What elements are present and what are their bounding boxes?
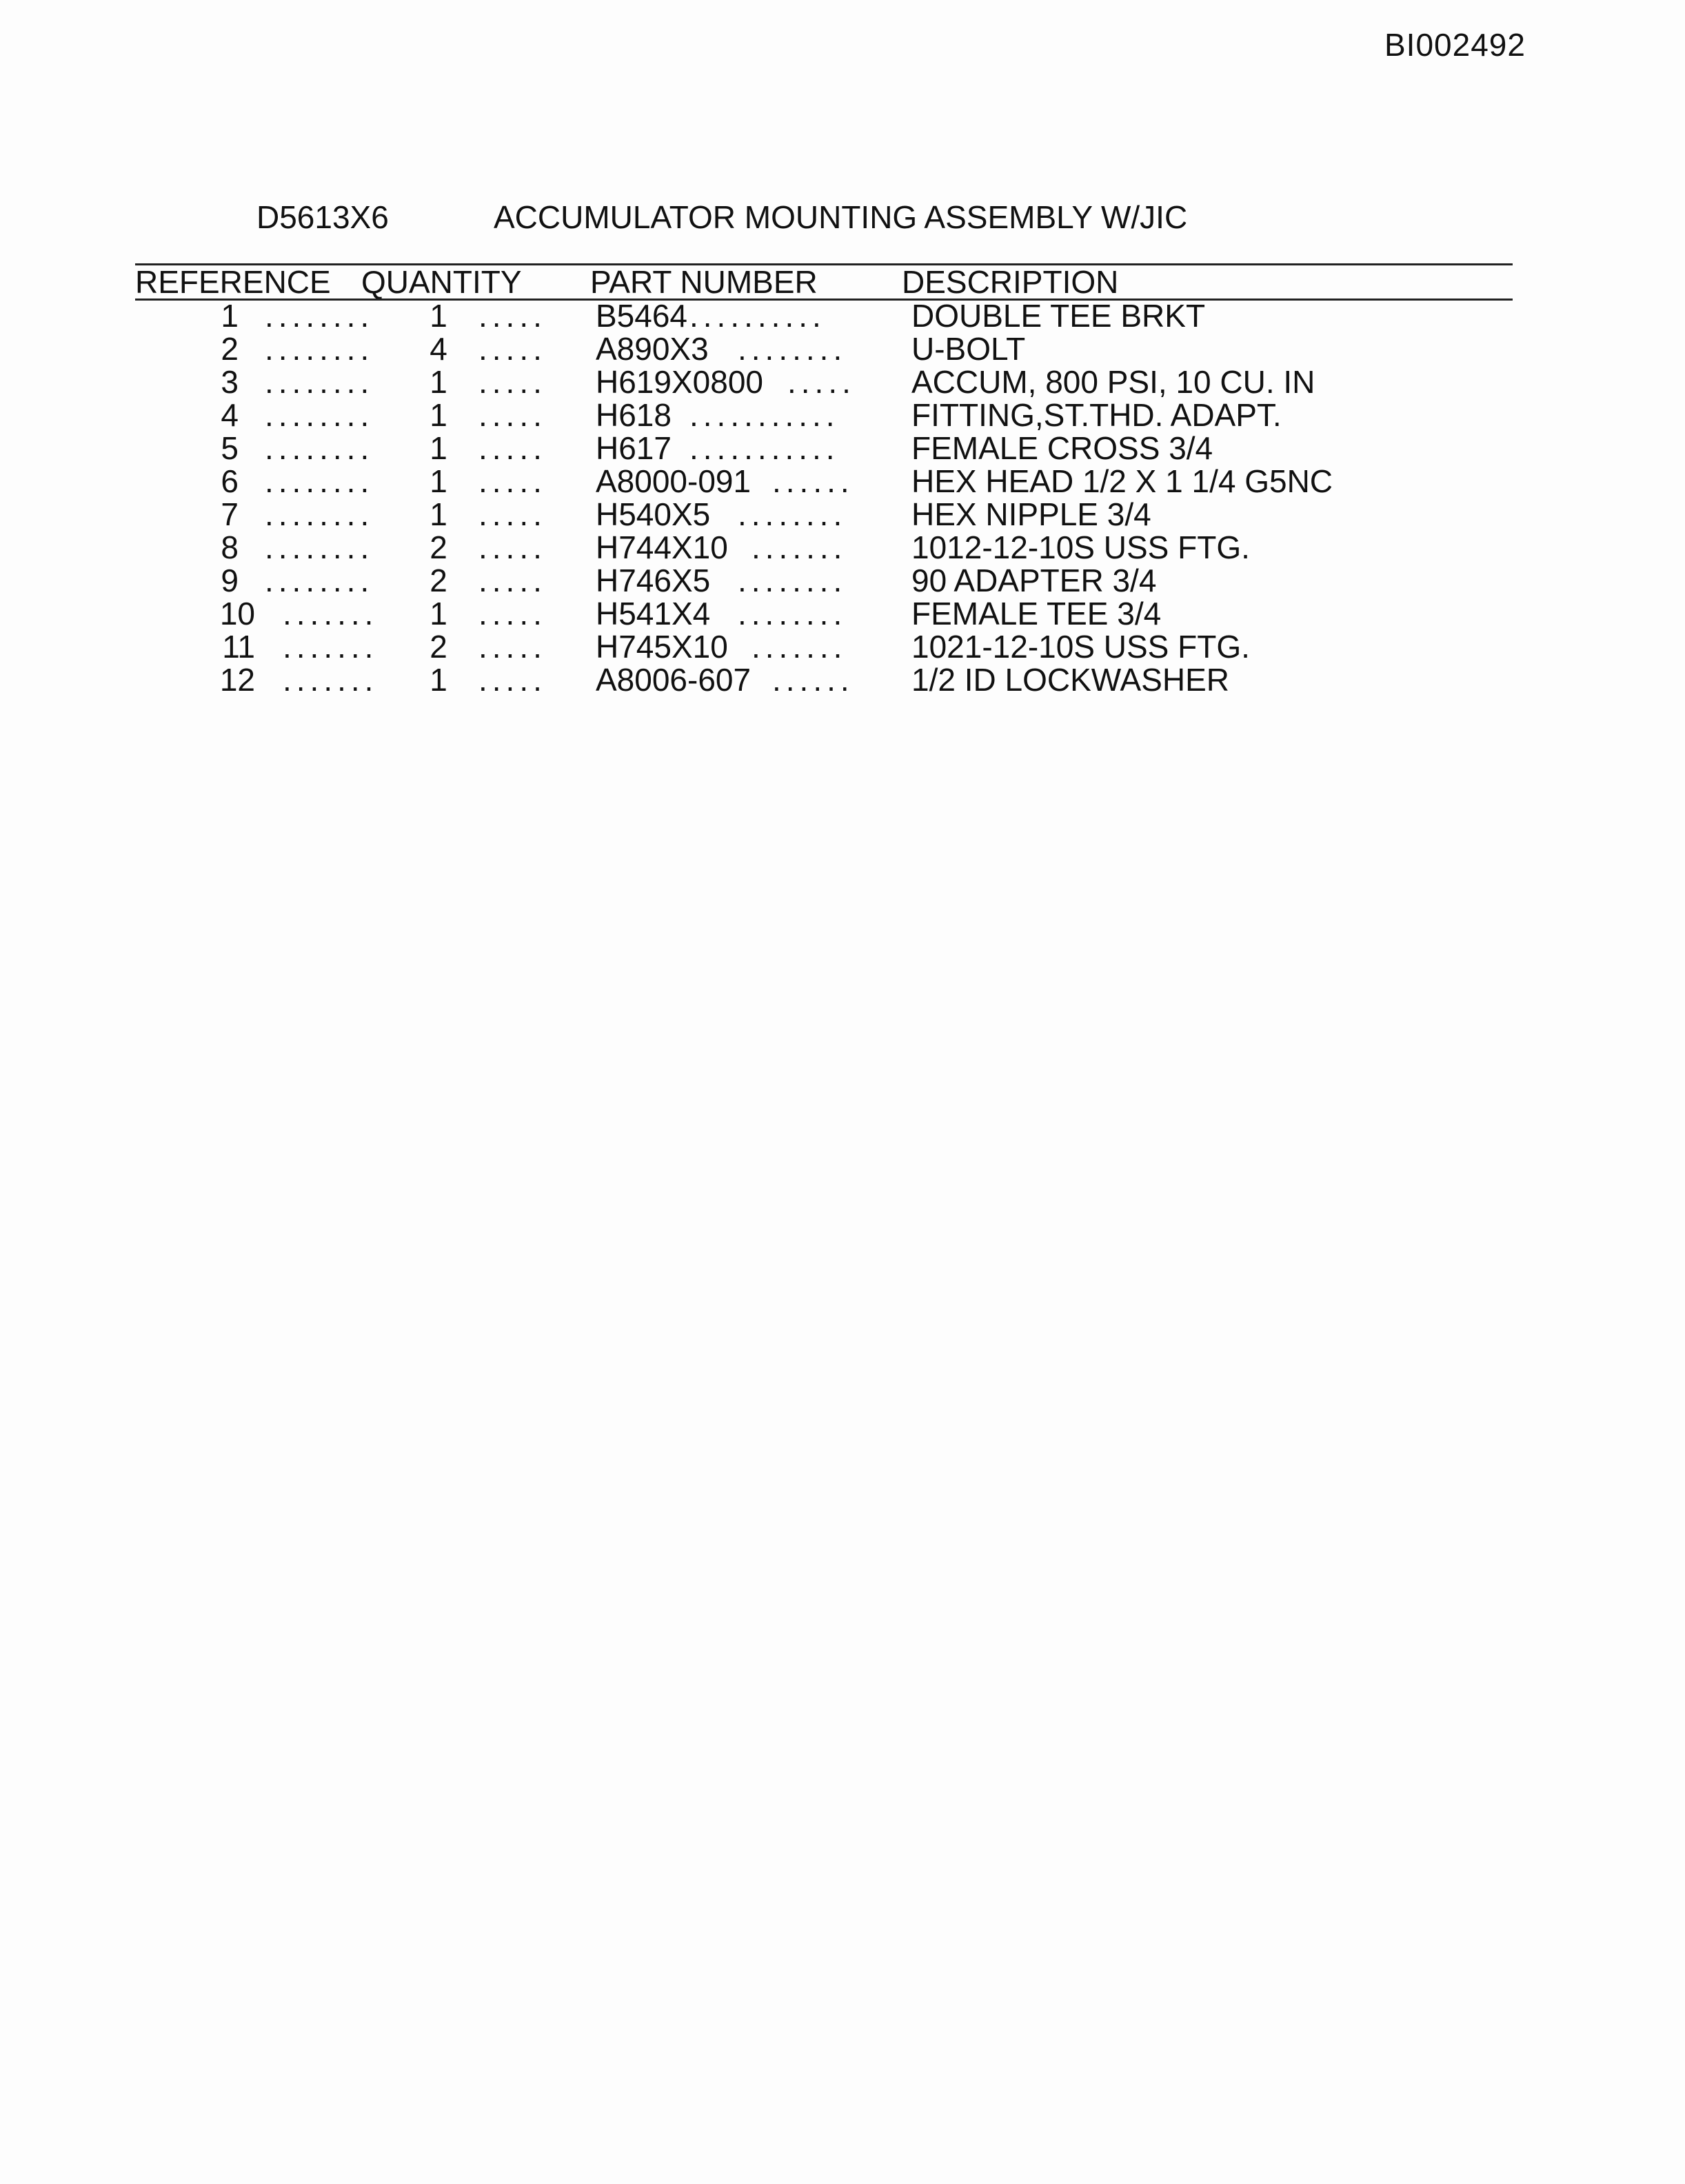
parts-row	[0, 498, 1685, 531]
column-header-quantity: QUANTITY	[361, 264, 522, 300]
reference-cell: 5	[221, 430, 239, 466]
leader-dots: .....	[478, 397, 547, 433]
description-cell: 1021-12-10S USS FTG.	[911, 629, 1250, 665]
leader-dots: ........	[738, 496, 847, 532]
leader-dots: .....	[478, 596, 547, 631]
leader-dots: ........	[738, 596, 847, 631]
leader-dots: .......	[751, 629, 847, 665]
reference-cell: 4	[221, 397, 239, 433]
parts-list	[0, 299, 1685, 696]
part-number-cell: H744X10	[596, 529, 728, 565]
document-id: BI002492	[1384, 27, 1526, 63]
leader-dots: .......	[283, 596, 379, 631]
part-number-cell: H746X5	[596, 563, 711, 598]
leader-dots: .....	[478, 430, 547, 466]
parts-row	[0, 531, 1685, 564]
leader-dots: ........	[265, 331, 374, 367]
leader-dots: ...........	[689, 397, 840, 433]
quantity-cell: 1	[430, 430, 447, 466]
leader-dots: .....	[478, 496, 547, 532]
leader-dots: ........	[265, 529, 374, 565]
quantity-cell: 1	[430, 397, 447, 433]
parts-row	[0, 465, 1685, 498]
leader-dots: .....	[478, 563, 547, 598]
quantity-cell: 1	[430, 463, 447, 499]
description-cell: FITTING,ST.THD. ADAPT.	[911, 397, 1282, 433]
reference-cell: 9	[221, 563, 239, 598]
part-number-cell: B5464	[596, 298, 688, 334]
quantity-cell: 4	[430, 331, 447, 367]
reference-cell: 8	[221, 529, 239, 565]
parts-row	[0, 663, 1685, 696]
quantity-cell: 1	[430, 364, 447, 400]
leader-dots: .....	[787, 364, 856, 400]
description-cell: FEMALE CROSS 3/4	[911, 430, 1213, 466]
description-cell: DOUBLE TEE BRKT	[911, 298, 1206, 334]
part-number-cell: H617	[596, 430, 672, 466]
part-number-cell: H619X0800	[596, 364, 763, 400]
column-header-description: DESCRIPTION	[902, 264, 1119, 300]
parts-row	[0, 432, 1685, 465]
description-cell: HEX HEAD 1/2 X 1 1/4 G5NC	[911, 463, 1333, 499]
leader-dots: .....	[478, 463, 547, 499]
reference-cell: 12	[219, 662, 255, 698]
parts-row	[0, 630, 1685, 663]
quantity-cell: 2	[430, 629, 447, 665]
part-number-cell: A8000-091	[596, 463, 751, 499]
quantity-cell: 1	[430, 298, 447, 334]
description-cell: 90 ADAPTER 3/4	[911, 563, 1157, 598]
description-cell: FEMALE TEE 3/4	[911, 596, 1162, 631]
leader-dots: ........	[265, 298, 374, 334]
leader-dots: .....	[478, 529, 547, 565]
quantity-cell: 1	[430, 496, 447, 532]
description-cell: U-BOLT	[911, 331, 1026, 367]
reference-cell: 7	[221, 496, 239, 532]
part-number-cell: H541X4	[596, 596, 711, 631]
leader-dots: .......	[283, 662, 379, 698]
leader-dots: .....	[478, 662, 547, 698]
parts-row	[0, 299, 1685, 332]
leader-dots: .....	[478, 629, 547, 665]
description-cell: 1012-12-10S USS FTG.	[911, 529, 1250, 565]
leader-dots: ........	[265, 430, 374, 466]
part-number-cell: A8006-607	[596, 662, 751, 698]
reference-cell: 3	[221, 364, 239, 400]
leader-dots: ........	[738, 563, 847, 598]
reference-cell: 2	[221, 331, 239, 367]
part-number-cell: H618	[596, 397, 672, 433]
quantity-cell: 1	[430, 662, 447, 698]
quantity-cell: 1	[430, 596, 447, 631]
description-cell: 1/2 ID LOCKWASHER	[911, 662, 1229, 698]
leader-dots: ........	[265, 463, 374, 499]
leader-dots: ........	[738, 331, 847, 367]
part-number-cell: H745X10	[596, 629, 728, 665]
reference-cell: 10	[219, 596, 255, 631]
leader-dots: .......	[751, 529, 847, 565]
assembly-heading	[0, 199, 1685, 240]
description-cell: HEX NIPPLE 3/4	[911, 496, 1151, 532]
description-cell: ACCUM, 800 PSI, 10 CU. IN	[911, 364, 1315, 400]
parts-row	[0, 564, 1685, 597]
leader-dots: ..........	[689, 298, 826, 334]
leader-dots: ........	[265, 563, 374, 598]
column-header-part-number: PART NUMBER	[590, 264, 818, 300]
parts-row	[0, 332, 1685, 365]
leader-dots: ........	[265, 496, 374, 532]
leader-dots: ......	[772, 463, 854, 499]
leader-dots: .....	[478, 364, 547, 400]
part-number-cell: H540X5	[596, 496, 711, 532]
column-header-reference: REFERENCE	[135, 264, 331, 300]
part-number-cell: A890X3	[596, 331, 709, 367]
quantity-cell: 2	[430, 563, 447, 598]
assembly-title: ACCUMULATOR MOUNTING ASSEMBLY W/JIC	[494, 199, 1188, 235]
leader-dots: .....	[478, 331, 547, 367]
leader-dots: ...........	[689, 430, 840, 466]
reference-cell: 1	[221, 298, 239, 334]
reference-cell: 11	[222, 629, 255, 665]
header-top-rule	[135, 263, 1513, 265]
leader-dots: ......	[772, 662, 854, 698]
assembly-code: D5613X6	[256, 199, 389, 235]
leader-dots: .......	[283, 629, 379, 665]
reference-cell: 6	[221, 463, 239, 499]
leader-dots: .....	[478, 298, 547, 334]
leader-dots: ........	[265, 397, 374, 433]
parts-row	[0, 597, 1685, 630]
parts-row	[0, 365, 1685, 398]
quantity-cell: 2	[430, 529, 447, 565]
leader-dots: ........	[265, 364, 374, 400]
parts-row	[0, 398, 1685, 432]
